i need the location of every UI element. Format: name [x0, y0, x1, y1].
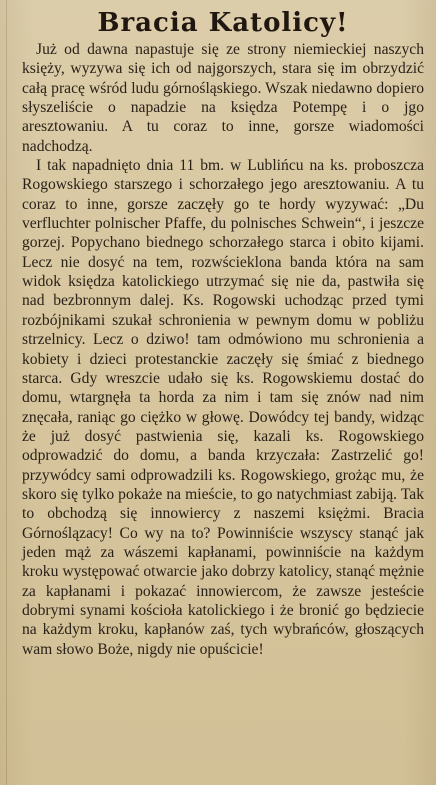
article-paragraph-1: Już od dawna napastuje się ze strony niemieckiej naszych księży, wyzywa się ich od najgorszych, stara się im obrzydzić całą pracę wśród ludu górnośląskiego. Wszak niedawno dopiero słyszeliście o napadzie na księdza Potempę i o jgo aresztowaniu. A tu coraz to inne, gorsze wiadomości nadchodzą.	[22, 41, 424, 155]
article-paragraph-2: I tak napadnięto dnia 11 bm. w Lublińcu na ks. proboszcza Rogowskiego starszego i schorzałego jego aresztowaniu. A tu coraz to inne, gorsze zaczęły go te hordy wyzywać: „Du verfluchter polnischer Pfaffe, du polnisches Schwein“, i jeszcze gorzej. Popychano biednego schorzałego starca i obito kijami. Lecz nie dosyć na tem, rozwścieklona banda która na sam widok księdza katolickiego utrzymać się nie da, pastwiła się nad bezbronnym dalej. Ks. Rogowski uchodząc przed tymi rozbójnikami szukał schronienia w pewnym domu w pobliżu strzelnicy. Lecz o dziwo! tam odmówiono mu schronienia a kobiety i dzieci protestanckie zaczęły się śmiać z biednego starca. Gdy wreszcie udało się ks. Rogowskiemu dostać do domu, wtargnęła ta horda za nim i tam się znów nad nim znęcała, raniąc go ciężko w głowę. Dowódcy tej bandy, widząc że już dosyć pastwienia się, kazali ks. Rogowskiego odprowadzić do domu, a banda krzyczała: Zastrzelić go! przywódcy sami odprowadzili ks. Rogowskiego, grożąc mu, że skoro się tylko pokaże na mieście, to go natychmiast zabiją. Tak to obchodzą się innowiercy z naszemi księżmi. Bracia Górnoślązacy! Co wy na to? Powinniście wszyscy stanąć jak jeden mąż za wászemi kapłanami, powinniście na każdym kroku występować otwarcie jako dobrzy katolicy, stanąć mężnie za kapłanami i pokazać innowiercom, że zawsze jesteście dobrymi synami kościoła katolickiego i że bronić go będziecie na każdym kroku, kapłanów zaś, tych wybrańców, głoszących wam słowo Boże, nigdy nie opuścicie!	[22, 157, 424, 658]
column-edge	[6, 0, 7, 785]
article-title: Bracia Katolicy!	[97, 8, 349, 38]
article-body	[22, 40, 424, 659]
